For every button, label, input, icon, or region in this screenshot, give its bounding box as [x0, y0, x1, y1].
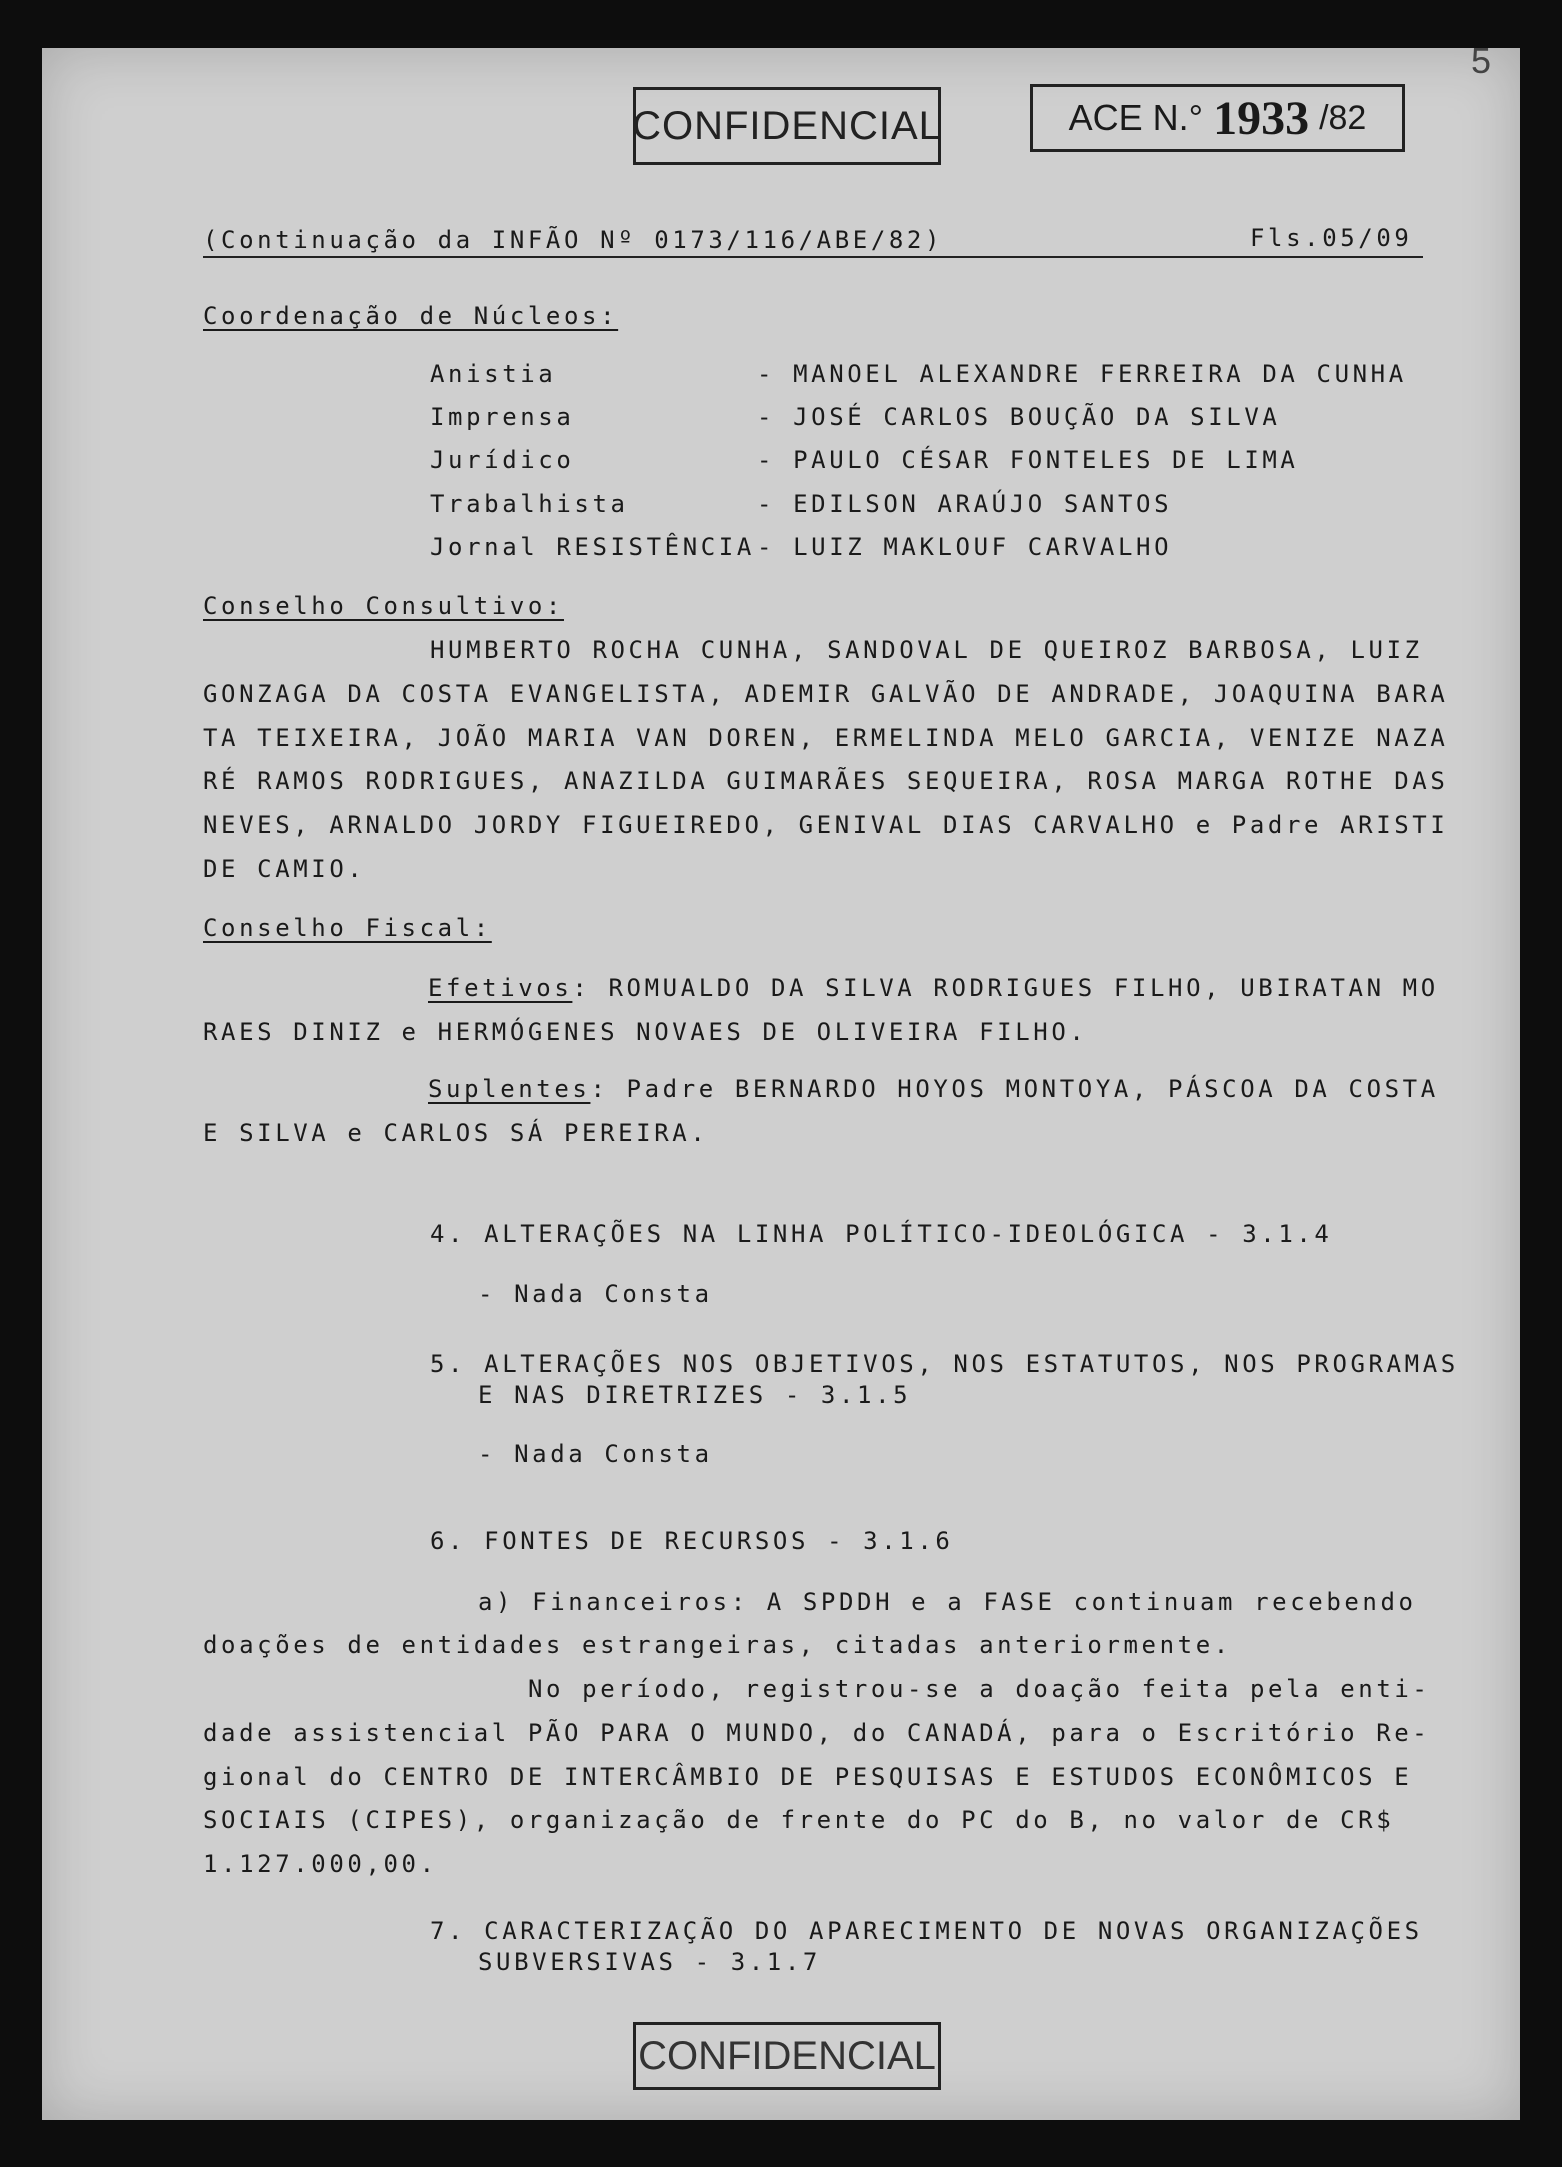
- consultivo-line: RÉ RAMOS RODRIGUES, ANAZILDA GUIMARÃES SEQUEIRA, ROSA MARGA ROTHE DAS: [203, 767, 1449, 795]
- section-6b-line: 1.127.000,00.: [203, 1850, 438, 1878]
- section-4-body: - Nada Consta: [478, 1280, 713, 1308]
- section-5-body: - Nada Consta: [478, 1440, 713, 1468]
- section-7-title: 7. CARACTERIZAÇÃO DO APARECIMENTO DE NOVAS ORGANIZAÇÕES: [430, 1917, 1423, 1945]
- consultivo-line: GONZAGA DA COSTA EVANGELISTA, ADEMIR GALVÃO DE ANDRADE, JOAQUINA BARA: [203, 680, 1449, 708]
- folio-number: Fls.05/09: [1250, 224, 1413, 252]
- header-rule: [203, 256, 1423, 258]
- section-6b-line: dade assistencial PÃO PARA O MUNDO, do CANADÁ, para o Escritório Re-: [203, 1719, 1431, 1747]
- section-7-title-cont: SUBVERSIVAS - 3.1.7: [478, 1948, 821, 1976]
- efetivos-label: Efetivos: [428, 974, 573, 1002]
- section-4-title: 4. ALTERAÇÕES NA LINHA POLÍTICO-IDEOLÓGICA - 3.1.4: [430, 1220, 1333, 1248]
- section-6b-line: SOCIAIS (CIPES), organização de frente do PC do B, no valor de CR$: [203, 1806, 1395, 1834]
- ace-year: /82: [1319, 98, 1367, 137]
- coordenacao-heading: Coordenação de Núcleos:: [203, 302, 619, 330]
- section-6a-line: doações de entidades estrangeiras, citadas anteriormente.: [203, 1631, 1232, 1659]
- page-number: 5: [1471, 40, 1492, 81]
- section-6-title: 6. FONTES DE RECURSOS - 3.1.6: [430, 1527, 954, 1555]
- nucleo-area: Trabalhista: [430, 490, 629, 518]
- ace-number: 1933: [1213, 91, 1310, 145]
- section-6a-line: a) Financeiros: A SPDDH e a FASE continuam recebendo: [478, 1588, 1417, 1616]
- consultivo-line: TA TEIXEIRA, JOÃO MARIA VAN DOREN, ERMELINDA MELO GARCIA, VENIZE NAZA: [203, 724, 1449, 752]
- section-5-title-cont: E NAS DIRETRIZES - 3.1.5: [478, 1381, 912, 1409]
- confidential-stamp-bottom-text: CONFIDENCIAL: [638, 2033, 936, 2078]
- nucleo-name: - JOSÉ CARLOS BOUÇÃO DA SILVA: [757, 403, 1281, 431]
- ace-number-stamp: [1030, 84, 1405, 152]
- suplentes-line: [428, 1075, 1439, 1103]
- section-5-title: 5. ALTERAÇÕES NOS OBJETIVOS, NOS ESTATUTOS, NOS PROGRAMAS: [430, 1350, 1459, 1378]
- nucleo-name: - MANOEL ALEXANDRE FERREIRA DA CUNHA: [757, 360, 1407, 388]
- nucleo-area: Jurídico: [430, 446, 575, 474]
- conselho-consultivo-heading: Conselho Consultivo:: [203, 592, 564, 620]
- confidential-stamp-top: [633, 87, 941, 165]
- consultivo-line: DE CAMIO.: [203, 855, 366, 883]
- nucleo-name: - EDILSON ARAÚJO SANTOS: [757, 490, 1173, 518]
- suplentes-names: : Padre BERNARDO HOYOS MONTOYA, PÁSCOA DA COSTA: [590, 1075, 1439, 1103]
- suplentes-label: Suplentes: [428, 1075, 591, 1103]
- confidential-stamp-top-text: CONFIDENCIAL: [632, 103, 942, 148]
- section-6b-line: gional do CENTRO DE INTERCÂMBIO DE PESQUISAS E ESTUDOS ECONÔMICOS E: [203, 1763, 1413, 1791]
- nucleo-area: Anistia: [430, 360, 557, 388]
- section-6b-line: No período, registrou-se a doação feita pela enti-: [528, 1675, 1431, 1703]
- continuation-header: (Continuação da INFÃO Nº 0173/116/ABE/82): [203, 226, 944, 254]
- nucleo-area: Imprensa: [430, 403, 575, 431]
- suplentes-line-2: E SILVA e CARLOS SÁ PEREIRA.: [203, 1119, 709, 1147]
- efetivos-line-2: RAES DINIZ e HERMÓGENES NOVAES DE OLIVEIRA FILHO.: [203, 1018, 1088, 1046]
- ace-label: ACE N.°: [1068, 97, 1204, 138]
- confidential-stamp-bottom: [633, 2022, 941, 2090]
- efetivos-line: [428, 974, 1439, 1002]
- consultivo-line: HUMBERTO ROCHA CUNHA, SANDOVAL DE QUEIROZ BARBOSA, LUIZ: [430, 636, 1423, 664]
- nucleo-name: - PAULO CÉSAR FONTELES DE LIMA: [757, 446, 1299, 474]
- consultivo-line: NEVES, ARNALDO JORDY FIGUEIREDO, GENIVAL DIAS CARVALHO e Padre ARISTI: [203, 811, 1449, 839]
- efetivos-names: : ROMUALDO DA SILVA RODRIGUES FILHO, UBIRATAN MO: [572, 974, 1439, 1002]
- nucleo-name: - LUIZ MAKLOUF CARVALHO: [757, 533, 1173, 561]
- nucleo-area: Jornal RESISTÊNCIA: [430, 533, 755, 561]
- conselho-fiscal-heading: Conselho Fiscal:: [203, 914, 492, 942]
